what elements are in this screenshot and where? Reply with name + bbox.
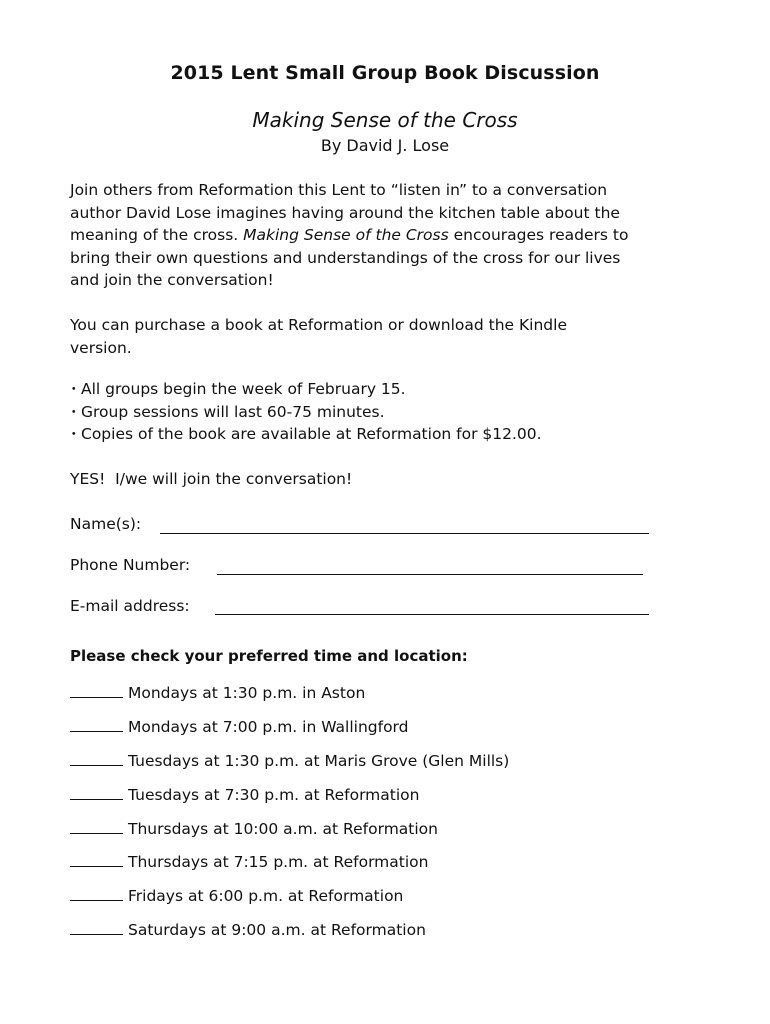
option-label: Fridays at 6:00 p.m. at Reformation: [128, 887, 404, 905]
intro-line: author David Lose imagines having around the kitchen table about the: [70, 203, 620, 222]
bullet-dot: ・: [66, 380, 82, 398]
time-option: [70, 785, 419, 804]
bullet-text: Copies of the book are available at Reformation for $12.00.: [81, 425, 542, 443]
option-checkbox-line[interactable]: [70, 852, 123, 867]
intro-line-text: meaning of the cross.: [70, 226, 244, 244]
bullet-text: All groups begin the week of February 15.: [81, 380, 406, 398]
option-label: Mondays at 1:30 p.m. in Aston: [128, 684, 366, 702]
option-checkbox-line[interactable]: [70, 683, 123, 698]
phone-label: Phone Number:: [70, 556, 191, 574]
bullet-item: [66, 423, 706, 446]
email-input-line[interactable]: [215, 614, 649, 615]
yes-statement: YES! I/we will join the conversation!: [70, 470, 353, 488]
bullet-text: Group sessions will last 60-75 minutes.: [81, 402, 385, 421]
time-option: [70, 886, 403, 905]
option-label: Saturdays at 9:00 a.m. at Reformation: [128, 921, 426, 939]
option-label: Mondays at 7:00 p.m. in Wallingford: [128, 718, 409, 736]
option-checkbox-line[interactable]: [70, 717, 123, 732]
phone-input-line[interactable]: [217, 574, 643, 575]
time-option: [70, 717, 409, 736]
purchase-paragraph: [70, 314, 710, 359]
option-checkbox-line[interactable]: [70, 751, 123, 766]
option-label: Tuesdays at 1:30 p.m. at Maris Grove (Glen Mills): [128, 752, 510, 770]
time-option: [70, 683, 365, 702]
info-bullet-list: [66, 378, 706, 446]
option-checkbox-line[interactable]: [70, 785, 123, 800]
intro-line: Join others from Reformation this Lent to “listen in” to a conversation: [70, 181, 608, 199]
intro-line: and join the conversation!: [70, 271, 274, 289]
intro-line: bring their own questions and understandings of the cross for our lives: [70, 248, 621, 267]
book-title-inline: Making Sense of the Cross: [243, 226, 449, 244]
time-option: [70, 852, 428, 871]
intro-line: [70, 224, 710, 247]
intro-paragraph: [70, 179, 710, 292]
option-checkbox-line[interactable]: [70, 819, 123, 834]
purchase-line: You can purchase a book at Reformation or download the Kindle: [70, 316, 567, 334]
option-label: Thursdays at 10:00 a.m. at Reformation: [128, 820, 438, 838]
page-title: 2015 Lent Small Group Book Discussion: [170, 62, 600, 84]
purchase-line: version.: [70, 338, 132, 357]
time-option: [70, 819, 438, 838]
bullet-item: [66, 378, 706, 401]
bullet-item: [66, 401, 706, 424]
names-input-line[interactable]: [160, 533, 649, 534]
names-label: Name(s):: [70, 515, 142, 533]
time-option: [70, 751, 509, 770]
author-byline: By David J. Lose: [320, 136, 450, 155]
bullet-dot: ・: [66, 402, 82, 421]
time-option: [70, 920, 426, 939]
option-checkbox-line[interactable]: [70, 920, 123, 935]
preferred-heading: Please check your preferred time and location:: [70, 647, 468, 665]
book-title: Making Sense of the Cross: [252, 108, 518, 132]
option-checkbox-line[interactable]: [70, 886, 123, 901]
bullet-dot: ・: [66, 425, 82, 443]
option-label: Thursdays at 7:15 p.m. at Reformation: [128, 853, 429, 871]
option-label: Tuesdays at 7:30 p.m. at Reformation: [128, 786, 420, 804]
intro-line-text: encourages readers to: [448, 226, 629, 244]
email-label: E-mail address:: [70, 597, 190, 615]
